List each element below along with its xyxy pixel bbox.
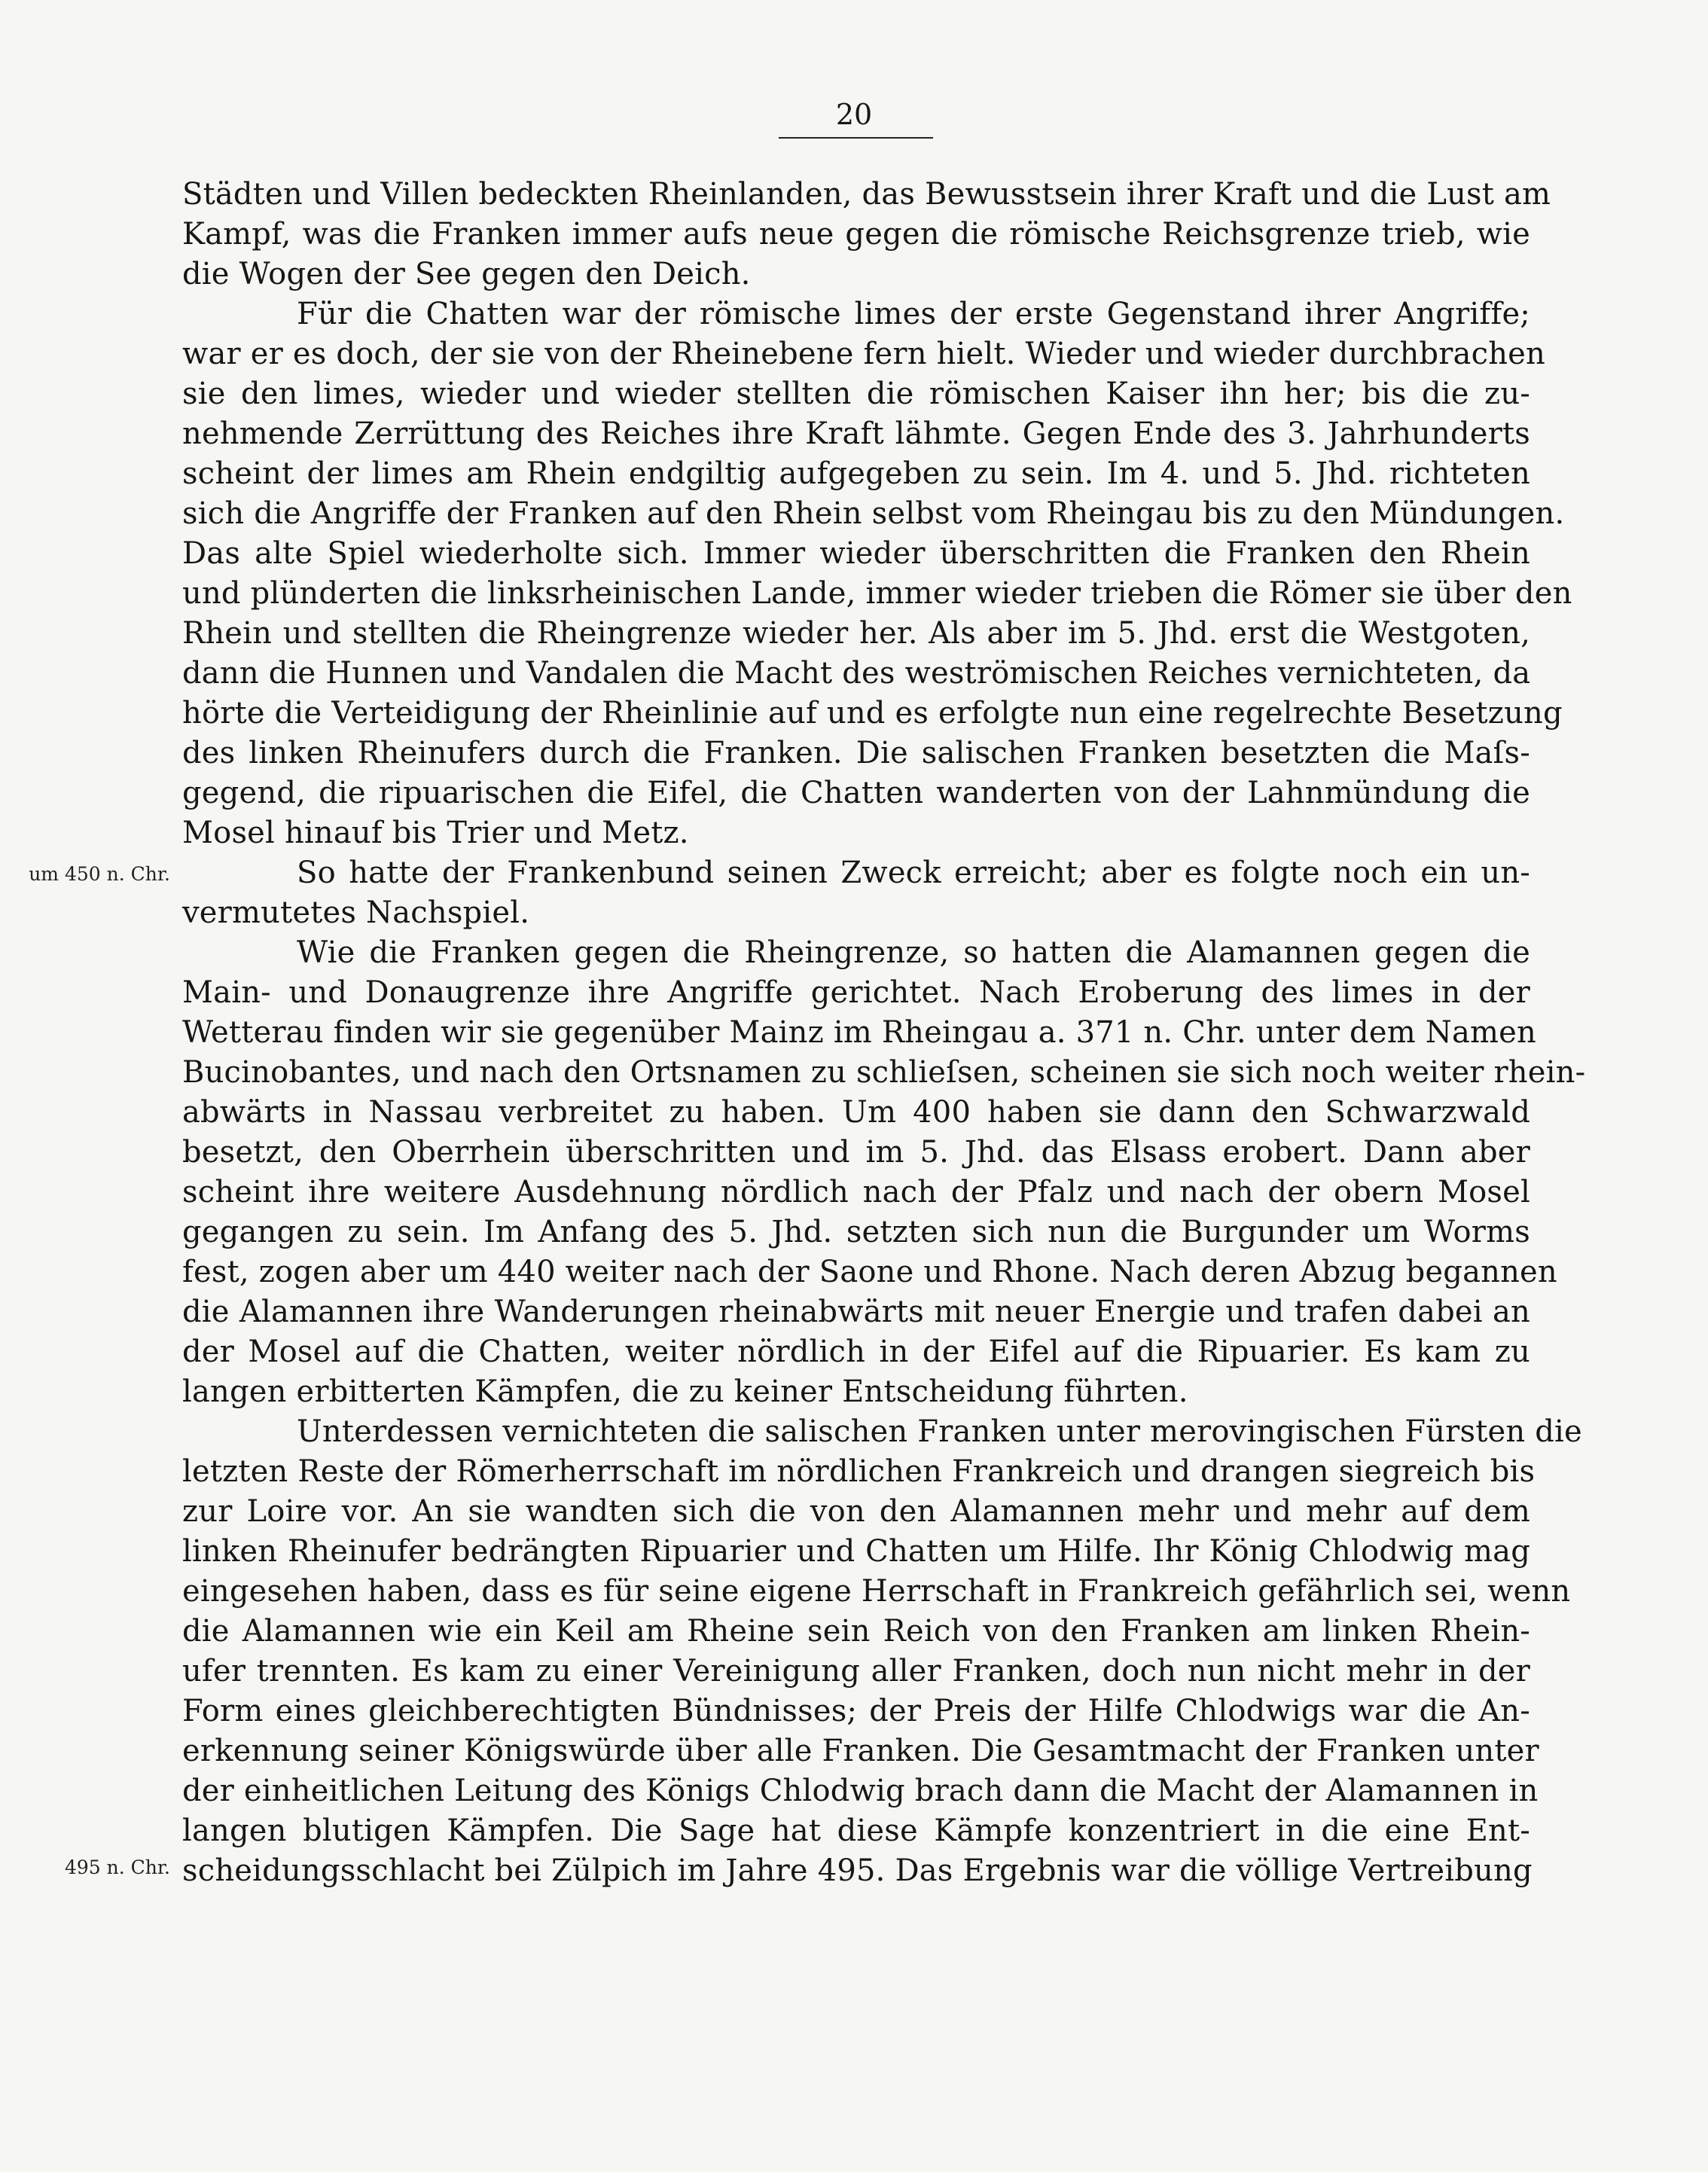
text-line: eingesehen haben, dass es für seine eigene Herrschaft in Frankreich gefährlich sei, wenn [182,1574,1571,1609]
text-line: Mosel hinauf bis Trier und Metz. [182,816,689,850]
text-line: gegangen zu sein. Im Anfang des 5. Jhd. setzten sich nun die Burgunder um Worms [182,1215,1530,1249]
text-line: scheidungsschlacht bei Zülpich im Jahre 495. Das Ergebnis war die völlige Vertreibung [182,1853,1533,1888]
text-line: war er es doch, der sie von der Rheinebene fern hielt. Wieder und wieder durchbrachen [182,337,1545,371]
text-line: Wetterau finden wir sie gegenüber Mainz im Rheingau a. 371 n. Chr. unter dem Namen [182,1015,1536,1050]
text-line: Unterdessen vernichteten die salischen Franken unter merovingischen Fürsten die [297,1414,1582,1449]
text-line: langen blutigen Kämpfen. Die Sage hat diese Kämpfe konzentriert in die eine Ent- [182,1814,1530,1848]
text-line: ufer trennten. Es kam zu einer Vereinigung aller Franken, doch nun nicht mehr in der [182,1654,1530,1688]
text-line: Kampf, was die Franken immer aufs neue gegen die römische Reichsgrenze trieb, wie [182,217,1530,252]
margin-note-date: 495 n. Chr. [64,1856,170,1878]
margin-note-date: um 450 n. Chr. [29,863,170,885]
text-line: vermutetes Nachspiel. [182,895,530,930]
text-line: Städten und Villen bedeckten Rheinlanden, das Bewusstsein ihrer Kraft und die Lust am [182,177,1551,212]
text-line: hörte die Verteidigung der Rheinlinie auf und es erfolgte nun eine regelrechte Besetzung [182,696,1563,731]
body-text [182,175,1586,1891]
text-line: scheint ihre weitere Ausdehnung nördlich nach der Pfalz und nach der obern Mosel [182,1175,1530,1210]
text-line: So hatte der Frankenbund seinen Zweck erreicht; aber es folgte noch ein un- [297,856,1530,890]
text-line: abwärts in Nassau verbreitet zu haben. Um 400 haben sie dann den Schwarzwald [182,1095,1530,1130]
text-line: des linken Rheinufers durch die Franken. Die salischen Franken besetzten die Maſs- [182,736,1530,770]
text-line: langen erbitterten Kämpfen, die zu keiner Entscheidung führten. [182,1374,1188,1409]
text-line: nehmende Zerrüttung des Reiches ihre Kraft lähmte. Gegen Ende des 3. Jahrhunderts [182,416,1530,451]
text-line: der Mosel auf die Chatten, weiter nördlich in der Eifel auf die Ripuarier. Es kam zu [182,1335,1530,1369]
text-line: Bucinobantes, und nach den Ortsnamen zu schlieſsen, scheinen sie sich noch weiter rhein- [182,1055,1586,1090]
text-line: sich die Angriffe der Franken auf den Rhein selbst vom Rheingau bis zu den Mündungen. [182,496,1565,531]
text-line: die Alamannen ihre Wanderungen rheinabwärts mit neuer Energie und trafen dabei an [182,1295,1530,1329]
text-line: der einheitlichen Leitung des Königs Chlodwig brach dann die Macht der Alamannen in [182,1774,1539,1808]
text-line: scheint der limes am Rhein endgiltig aufgegeben zu sein. Im 4. und 5. Jhd. richteten [182,456,1530,491]
text-line: Main- und Donaugrenze ihre Angriffe gerichtet. Nach Eroberung des limes in der [182,975,1530,1010]
text-line: zur Loire vor. An sie wandten sich die von den Alamannen mehr und mehr auf dem [182,1494,1530,1529]
page-number: 20 [835,98,873,131]
text-line: Das alte Spiel wiederholte sich. Immer wieder überschritten die Franken den Rhein [182,536,1530,571]
text-line: die Wogen der See gegen den Deich. [182,257,751,291]
text-line: letzten Reste der Römerherrschaft im nördlichen Frankreich und drangen siegreich bis [182,1454,1536,1489]
text-line: dann die Hunnen und Vandalen die Macht des weströmischen Reiches vernichteten, da [182,656,1531,691]
text-line: die Alamannen wie ein Keil am Rheine sein Reich von den Franken am linken Rhein- [182,1614,1530,1649]
text-line: sie den limes, wieder und wieder stellten die römischen Kaiser ihn her; bis die zu- [182,377,1530,411]
text-line: gegend, die ripuarischen die Eifel, die Chatten wanderten von der Lahnmündung die [182,776,1530,810]
text-line: Für die Chatten war der römische limes der erste Gegenstand ihrer Angriffe; [297,297,1530,331]
text-line: Form eines gleichberechtigten Bündnisses; der Preis der Hilfe Chlodwigs war die An- [182,1694,1530,1728]
text-line: erkennung seiner Königswürde über alle Franken. Die Gesamtmacht der Franken unter [182,1734,1539,1768]
text-line: Wie die Franken gegen die Rheingrenze, so hatten die Alamannen gegen die [297,935,1530,970]
page-number-rule [779,137,933,139]
text-line: Rhein und stellten die Rheingrenze wieder her. Als aber im 5. Jhd. erst die Westgoten, [182,616,1530,651]
text-line: fest, zogen aber um 440 weiter nach der Saone und Rhone. Nach deren Abzug begannen [182,1255,1557,1289]
text-line: und plünderten die linksrheinischen Lande, immer wieder trieben die Römer sie über den [182,576,1572,611]
text-line: linken Rheinufer bedrängten Ripuarier und Chatten um Hilfe. Ihr König Chlodwig mag [182,1534,1530,1569]
text-line: besetzt, den Oberrhein überschritten und im 5. Jhd. das Elsass erobert. Dann aber [182,1135,1530,1170]
